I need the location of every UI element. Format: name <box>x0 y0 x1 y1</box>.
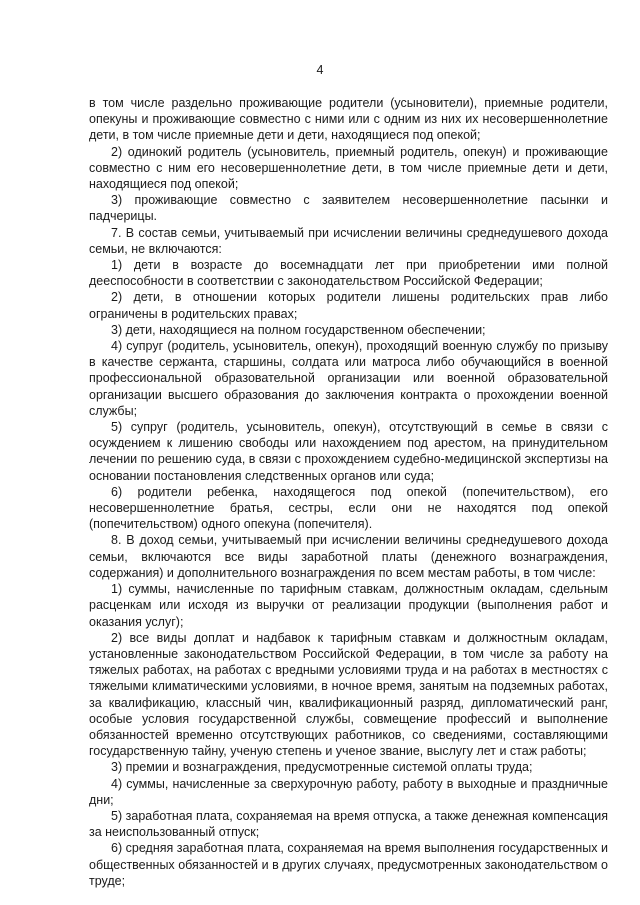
document-body <box>89 95 608 889</box>
paragraph: 2) одинокий родитель (усыновитель, приемный родитель, опекун) и проживающие совместно с ним его несовершеннолетние дети, в том числе приемные дети и дети, находящиеся под опекой; <box>89 144 608 192</box>
paragraph: 4) суммы, начисленные за сверхурочную работу, работу в выходные и праздничные дни; <box>89 776 608 807</box>
paragraph: 1) дети в возрасте до восемнадцати лет при приобретении ими полной дееспособности в соответствии с законодательством Российской Федерации; <box>89 258 608 289</box>
paragraph: 6) средняя заработная плата, сохраняемая на время выполнения государственных и общественных обязанностей и в других случаях, предусмотренных законодательством о труде; <box>89 841 608 888</box>
paragraph: 3) проживающие совместно с заявителем несовершеннолетние пасынки и падчерицы. <box>89 193 608 224</box>
paragraph: 5) супруг (родитель, усыновитель, опекун), отсутствующий в семье в связи с осуждением к лишению свободы или нахождением под арестом, на принудительном лечении по решению суда, в связи с прохождением судебно-медицинской экспертизы на основании постановления следственных органов или суда; <box>89 420 608 483</box>
paragraph: 3) премии и вознаграждения, предусмотренные системой оплаты труда; <box>111 760 533 775</box>
paragraph: 4) супруг (родитель, усыновитель, опекун), проходящий военную службу по призыву в качестве сержанта, старшины, солдата или матроса либо обучающийся в военной профессиональной образовательной организации или военной образовательной организации высшего образования до заключения контракта о прохождении военной службы; <box>89 339 608 418</box>
page-number: 4 <box>316 63 324 77</box>
paragraph: 3) дети, находящиеся на полном государственном обеспечении; <box>111 322 486 337</box>
paragraph: 1) суммы, начисленные по тарифным ставкам, должностным окладам, сдельным расценкам или исходя из выручки от реализации продукции (выполнения работ и оказания услуг); <box>89 582 608 629</box>
paragraph: 5) заработная плата, сохраняемая на время отпуска, а также денежная компенсация за неиспользованный отпуск; <box>89 808 608 840</box>
paragraph: 8. В доход семьи, учитываемый при исчислении величины среднедушевого дохода семьи, включаются все виды заработной платы (денежного вознаграждения, содержания) и дополнительного вознаграждения по всем местам работы, в том числе: <box>89 533 608 580</box>
paragraph: 6) родители ребенка, находящегося под опекой (попечительством), его несовершеннолетние братья, сестры, если они не находятся под опекой (попечительством) одного опекуна (попечителя). <box>89 484 608 532</box>
paragraph: 7. В состав семьи, учитываемый при исчислении величины среднедушевого дохода семьи, не включаются: <box>89 225 608 256</box>
paragraph: 2) дети, в отношении которых родители лишены родительских прав либо ограничены в родительских правах; <box>89 290 608 321</box>
paragraph: 2) все виды доплат и надбавок к тарифным ставкам и должностным окладам, установленные законодательством Российской Федерации, в том числе за работу на тяжелых работах, на работах с вредными условиями труда и на работах в местностях с тяжелыми климатическими условиями, в ночное время, занятым на подземных работах, за квалификацию, классный чин, квалификационный разряд, дипломатический ранг, особые условия государственной службы, совмещение профессий и выполнение обязанностей временно отсутствующих работников, со сведениями, составляющими государственную тайну, ученую степень и ученое звание, выслугу лет и стаж работы; <box>89 630 608 759</box>
paragraph: в том числе раздельно проживающие родители (усыновители), приемные родители, опекуны и проживающие совместно с ними или с одним из них их несовершеннолетние дети, в том числе приемные дети и дети, находящиеся под опекой; <box>89 96 608 143</box>
